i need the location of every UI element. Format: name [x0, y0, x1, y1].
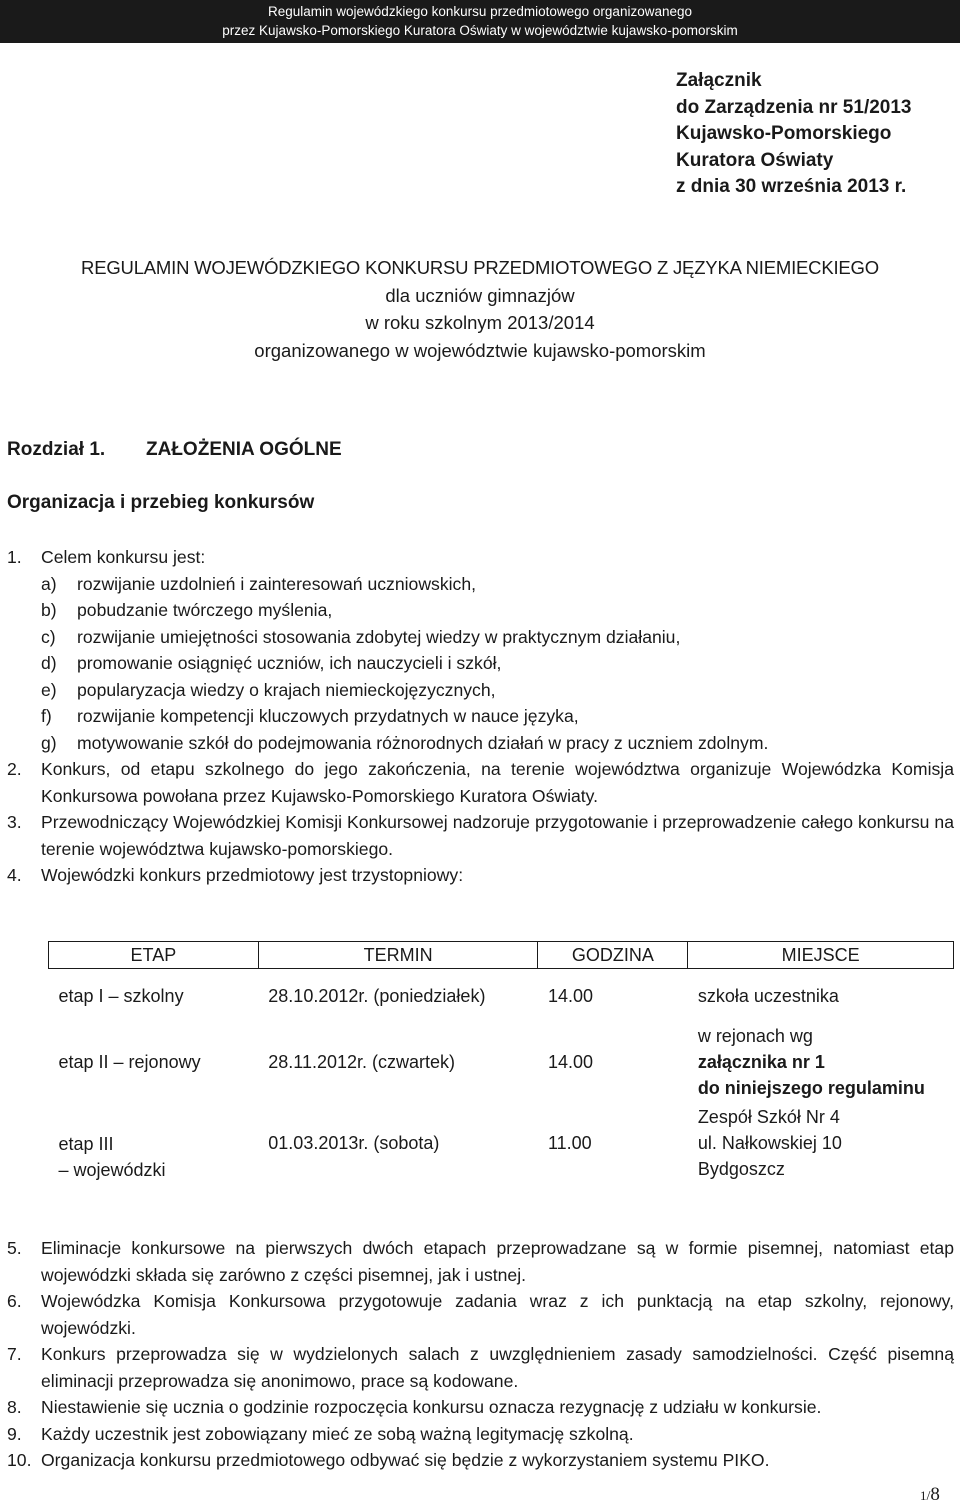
column-header: MIEJSCE [688, 942, 954, 969]
title-line: REGULAMIN WOJEWÓDZKIEGO KONKURSU PRZEDMIOTOWEGO Z JĘZYKA NIEMIECKIEGO [81, 257, 879, 278]
cell-termin: 01.03.2013r. (sobota) [268, 1132, 440, 1153]
annex-line: z dnia 30 września 2013 r. [676, 176, 907, 197]
sub-item [41, 730, 954, 757]
running-header-line: Regulamin wojewódzkiego konkursu przedmiotowego organizowanego [268, 4, 692, 19]
item-number: 6. [7, 1291, 22, 1311]
chapter-title: ZAŁOŻENIA OGÓLNE [146, 439, 342, 460]
chapter-label: Rozdział 1. [7, 439, 106, 460]
cell-miejsce [688, 969, 954, 1024]
cell-line: etap I – szkolny [58, 985, 184, 1006]
sub-item-label: b) [41, 600, 57, 620]
list-item [7, 1447, 954, 1474]
list-item [7, 1288, 954, 1341]
table-header-row [49, 942, 954, 969]
sub-item [41, 703, 954, 730]
cell-miejsce [688, 1023, 954, 1101]
sub-item-text: rozwijanie uzdolnień i zainteresowań uczniowskich, [77, 573, 476, 594]
item-number: 10. [7, 1450, 32, 1470]
document-title [0, 254, 960, 364]
sub-item-text: promowanie osiągnięć uczniów, ich nauczycieli i szkół, [77, 653, 502, 673]
cell-etap [49, 1023, 259, 1101]
sub-item-text: pobudzanie twórczego myślenia, [77, 600, 333, 620]
sub-item-text: motywowanie szkół do podejmowania różnorodnych działań w pracy z uczniem zdolnym. [77, 732, 769, 753]
sub-item-label: g) [41, 732, 57, 753]
cell-line: etap II – rejonowy [58, 1051, 201, 1072]
page-number [920, 1484, 940, 1506]
item-text: Wojewódzki konkurs przedmiotowy jest trzystopniowy: [41, 865, 464, 885]
cell-miejsce [688, 1101, 954, 1185]
cell-line: – wojewódzki [58, 1160, 166, 1180]
title-line: organizowanego w województwie kujawsko-pomorskim [254, 339, 706, 361]
list-item [7, 756, 954, 809]
cell-godzina: 11.00 [547, 1132, 592, 1153]
sub-item-label: f) [41, 706, 52, 726]
table-row [49, 1101, 954, 1185]
sub-item [41, 571, 954, 598]
item-list [7, 1235, 954, 1474]
sub-item-text: popularyzacja wiedzy o krajach niemieckojęzycznych, [77, 679, 496, 700]
item-text: Eliminacje konkursowe na pierwszych dwóch etapach przeprowadzane są w formie pisemnej, natomiast etap wojewódzki składa się zarówno z części pisemnej, jak i ustnej. [41, 1238, 954, 1285]
cell-godzina: 14.00 [547, 985, 593, 1006]
item-text: Konkurs przeprowadza się w wydzielonych salach z uwzględnieniem zasady samodzielności. Część pisemną eliminacji przeprowadza się anonimowo, prace są kodowane. [41, 1344, 954, 1391]
column-header: ETAP [49, 942, 259, 969]
cell-line: etap III [58, 1134, 114, 1154]
title-line: dla uczniów gimnazjów [385, 284, 575, 306]
item-number: 5. [7, 1238, 22, 1258]
item-number: 8. [7, 1397, 22, 1417]
cell-line: ul. Nałkowskiej 10 [697, 1133, 842, 1153]
item-text: Konkurs, od etapu szkolnego do jego zakończenia, na terenie województwa organizuje Wojewódzka Komisja Konkursowa powołana przez Kujawsko-Pomorskiego Kuratora Oświaty. [41, 759, 954, 806]
annex-line: Kujawsko-Pomorskiego [676, 123, 892, 144]
annex-note [676, 68, 912, 201]
section-heading: Organizacja i przebieg konkursów [7, 492, 315, 513]
running-header-line: przez Kujawsko-Pomorskiego Kuratora Oświaty w województwie kujawsko-pomorskim [222, 23, 738, 38]
cell-line: Zespół Szkół Nr 4 [697, 1107, 840, 1127]
sub-item [41, 650, 954, 677]
annex-line: Kuratora Oświaty [676, 149, 834, 171]
cell-godzina: 14.00 [547, 1051, 593, 1072]
cell-termin: 28.11.2012r. (czwartek) [268, 1051, 456, 1072]
column-header: TERMIN [258, 942, 538, 969]
list-item [7, 1235, 954, 1288]
item-number: 4. [7, 865, 22, 885]
item-text: Przewodniczący Wojewódzkiej Komisji Konkursowej nadzoruje przygotowanie i przeprowadzenie całego konkursu na terenie województwa kujawsko-pomorskiego. [41, 812, 954, 859]
item-text: Wojewódzka Komisja Konkursowa przygotowuje zadania wraz z ich punktacją na etap szkolny, rejonowy, wojewódzki. [41, 1291, 954, 1338]
column-header: GODZINA [538, 942, 688, 969]
cell-line: Bydgoszcz [697, 1159, 785, 1179]
list-item [7, 1394, 954, 1421]
sub-item-text: rozwijanie umiejętności stosowania zdobytej wiedzy w praktycznym działaniu, [77, 626, 681, 647]
page-current: 1 [920, 1488, 927, 1503]
stages-table [48, 941, 954, 1185]
item-number: 9. [7, 1423, 22, 1444]
item-text: Organizacja konkursu przedmiotowego odbywać się będzie z wykorzystaniem systemu PIKO. [41, 1450, 770, 1470]
item-number: 2. [7, 759, 22, 779]
cell-termin: 28.10.2012r. (poniedziałek) [268, 985, 486, 1006]
sub-item-label: d) [41, 653, 57, 673]
table-row [49, 969, 954, 1024]
item-text: Celem konkursu jest: [41, 547, 206, 567]
running-header [0, 0, 960, 43]
page-separator: / [926, 1489, 931, 1504]
item-text: Niestawienie się ucznia o godzinie rozpoczęcia konkursu oznacza rezygnację z udziału w konkursie. [41, 1397, 822, 1417]
list-item [7, 809, 954, 862]
cell-line: w rejonach wg [697, 1026, 813, 1046]
cell-line: szkoła uczestnika [697, 985, 839, 1006]
cell-line: do niniejszego regulaminu [697, 1078, 925, 1098]
table-row [49, 1023, 954, 1101]
annex-line: do Zarządzenia nr 51/2013 [676, 96, 912, 118]
list-item [7, 1421, 954, 1448]
sub-item [41, 624, 954, 651]
list-item [7, 1341, 954, 1394]
item-number: 1. [7, 547, 22, 567]
page-total: 8 [930, 1484, 940, 1505]
item-number: 7. [7, 1344, 22, 1364]
cell-etap [49, 969, 259, 1024]
cell-line: załącznika nr 1 [697, 1052, 825, 1072]
list-item [7, 862, 954, 889]
item-text: Każdy uczestnik jest zobowiązany mieć ze sobą ważną legitymację szkolną. [41, 1423, 634, 1444]
sub-item [41, 677, 954, 704]
sub-item-text: rozwijanie kompetencji kluczowych przydatnych w nauce języka, [77, 706, 579, 726]
chapter-heading [7, 439, 342, 461]
title-line: w roku szkolnym 2013/2014 [365, 312, 595, 333]
item-number: 3. [7, 812, 22, 832]
sub-item-label: a) [41, 573, 57, 594]
list-item [7, 544, 954, 571]
item-list [7, 544, 954, 889]
annex-line: Załącznik [676, 70, 762, 91]
sub-item-label: e) [41, 679, 57, 700]
cell-etap [49, 1101, 259, 1185]
sub-item-label: c) [41, 626, 56, 647]
sub-item [41, 597, 954, 624]
